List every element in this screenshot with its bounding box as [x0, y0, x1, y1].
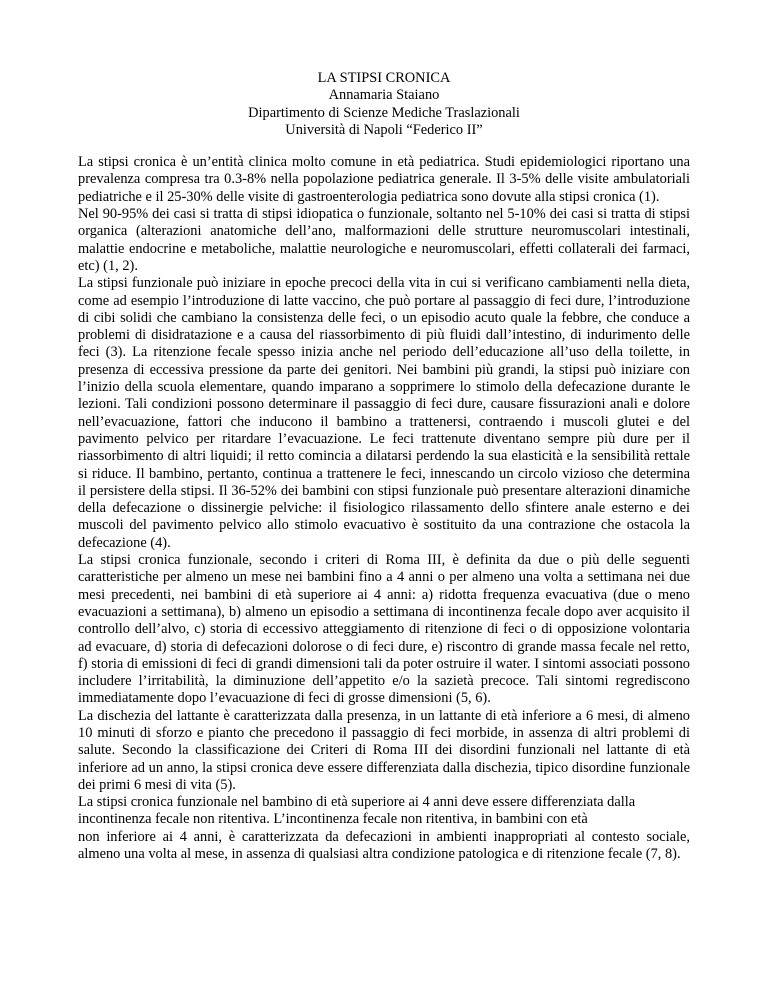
document-page: [78, 70, 690, 863]
paragraph-pathogenesis: La stipsi funzionale può iniziare in epoche precoci della vita in cui si verificano cambiamenti nella dieta, come ad esempio l’introduzione di latte vaccino, che può portare al passaggio di feci dure, l’introduzione di cibi solidi che cambiano la consistenza delle feci, o un episodio acuto quale la febbre, che conduce a problemi di disidratazione e a causa del riassorbimento di più fluidi dall’intestino, di indurimento delle feci (3). La ritenzione fecale spesso inizia anche nel periodo dell’educazione all’uso della toilette, in presenza di eccessiva pressione da parte dei genitori. Nei bambini più grandi, la stipsi può iniziare con l’inizio della scuola elementare, quando imparano a sopprimere lo stimolo della defecazione durante le lezioni. Tali condizioni possono determinare il passaggio di feci dure, causare fissurazioni anali e dolore nell’evacuazione, fattori che inducono il bambino a trattenersi, contraendo i muscoli glutei e del pavimento pelvico per ritardare l’evacuazione. Le feci trattenute diventano sempre più dure per il riassorbimento di altri liquidi; il retto comincia a dilatarsi perdendo la sua elasticità e la sensibilità rettale si riduce. Il bambino, pertanto, continua a trattenere le feci, innescando un circolo vizioso che determina il persistere della stipsi. Il 36-52% dei bambini con stipsi funzionale può presentare alterazioni dinamiche della defecazione o dissinergie pelviche: il fisiologico rilassamento dello sfintere anale esterno e dei muscoli del pavimento pelvico allo stimolo evacuativo è sostituito da una contrazione che ostacola la defecazione (4).: [78, 275, 690, 551]
paragraph-etiology: Nel 90-95% dei casi si tratta di stipsi idiopatica o funzionale, soltanto nel 5-10% dei casi si tratta di stipsi organica (alterazioni anatomiche dell’ano, malformazioni delle strutture neuromuscolari intestinali, malattie endocrine e metaboliche, malattie neurologiche e neuromuscolari, effetti collaterali dei farmaci, etc) (1, 2).: [78, 206, 690, 274]
paragraph-prevalence: La stipsi cronica è un’entità clinica molto comune in età pediatrica. Studi epidemiologici riportano una prevalenza compresa tra 0.3-8% nella popolazione pediatrica generale. Il 3-5% delle visite ambulatoriali pediatriche e il 25-30% delle visite di gastroenterologia pediatrica sono dovute alla stipsi cronica (1).: [78, 154, 690, 205]
author-name: Annamaria Staiano: [328, 87, 440, 104]
department-name: Dipartimento di Scienze Mediche Traslazionali: [248, 104, 520, 121]
university-name: Università di Napoli “Federico II”: [285, 121, 483, 138]
document-title: LA STIPSI CRONICA: [317, 70, 451, 86]
paragraph-nonretentive-incontinence: La stipsi cronica funzionale nel bambino di età superiore ai 4 anni deve essere differenziata dalla incontinenza fecale non ritentiva. L’incontinenza fecale non ritentiva, in bambini con età: [78, 794, 636, 828]
document-header: [78, 70, 690, 139]
paragraph-nonretentive-definition: non inferiore ai 4 anni, è caratterizzata da defecazioni in ambienti inappropriati al contesto sociale, almeno una volta al mese, in assenza di qualsiasi altra condizione patologica e di ritenzione fecale (7, 8).: [78, 828, 690, 863]
paragraph-infant-dyschezia: La dischezia del lattante è caratterizzata dalla presenza, in un lattante di età inferiore a 6 mesi, di almeno 10 minuti di sforzo e pianto che precedono il passaggio di feci morbide, in assenza di altri problemi di salute. Secondo la classificazione dei Criteri di Roma III dei disordini funzionali nel lattante di età inferiore ad un anno, la stipsi cronica deve essere differenziata dalla dischezia, tipico disordine funzionale dei primi 6 mesi di vita (5).: [78, 707, 690, 793]
paragraph-rome-criteria: La stipsi cronica funzionale, secondo i criteri di Roma III, è definita da due o più delle seguenti caratteristiche per almeno un mese nei bambini fino a 4 anni o per almeno una volta a settimana nei due mesi precedenti, nei bambini di età superiore ai 4 anni: a) ridotta frequenza evacuativa (due o meno evacuazioni a settimana), b) almeno un episodio a settimana di incontinenza fecale dopo aver acquisito il controllo dell’alvo, c) storia di eccessivo atteggiamento di ritenzione di feci o di opposizione volontaria ad evacuare, d) storia di defecazioni dolorose o di feci dure, e) riscontro di grande massa fecale nel retto, f) storia di emissioni di feci di grandi dimensioni tali da poter ostruire il water. I sintomi associati possono includere l’irritabilità, la diminuzione dell’appetito e/o la sazietà precoce. Tali sintomi regrediscono immediatamente dopo l’evacuazione di feci di grosse dimensioni (5, 6).: [78, 552, 690, 707]
